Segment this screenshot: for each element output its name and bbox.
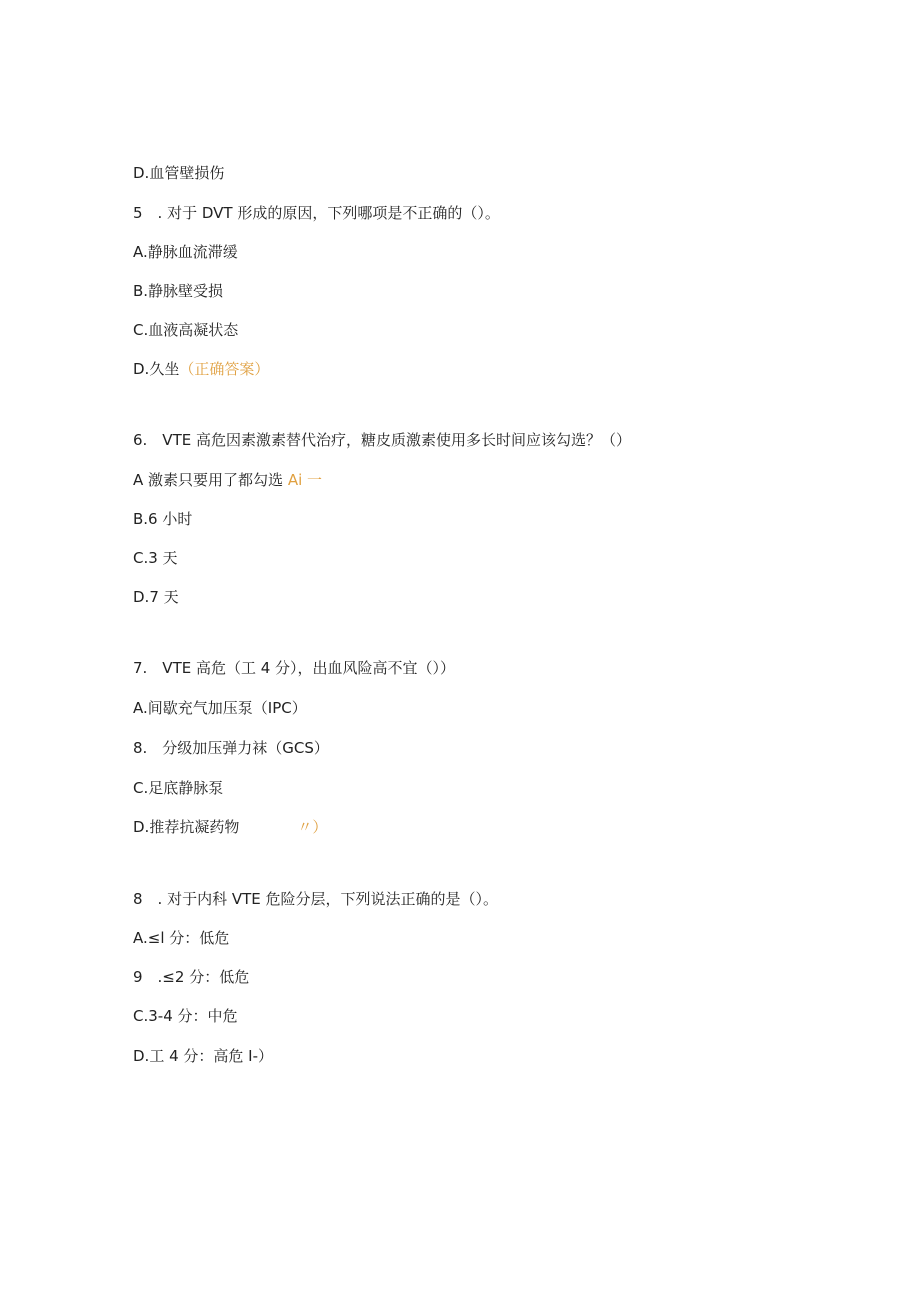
option-line: A.静脉血流滞缓 <box>133 243 238 261</box>
option-line: D.推荐抗凝药物 〃） <box>133 818 328 836</box>
option-line: B.静脉壁受损 <box>133 282 224 300</box>
answer-note: 〃） <box>297 818 328 836</box>
option-line: A 激素只要用了都勾选 Ai 一 <box>133 471 323 489</box>
option-line: 8. 分级加压弹力袜（GCS） <box>133 739 329 757</box>
option-line: D.7 天 <box>133 588 179 606</box>
option-line: D.久坐（正确答案） <box>133 360 270 378</box>
question-line: 5 . 对于 DVT 形成的原因，下列哪项是不正确的（）。 <box>133 204 500 222</box>
question-line: 7. VTE 高危（工 4 分），出血风险高不宜（）） <box>133 659 456 677</box>
option-line: 9 .≤2 分：低危 <box>133 968 250 986</box>
question-line: 8 . 对于内科 VTE 危险分层，下列说法正确的是（）。 <box>133 890 499 908</box>
option-line: C.血液高凝状态 <box>133 321 239 339</box>
question-line: 6. VTE 高危因素激素替代治疗，糖皮质激素使用多长时间应该勾选？（） <box>133 431 631 449</box>
option-line: D.工 4 分：高危 I-） <box>133 1047 274 1065</box>
option-line: B.6 小时 <box>133 510 193 528</box>
answer-note: （正确答案） <box>179 360 270 378</box>
option-line: A.≤l 分：低危 <box>133 929 230 947</box>
option-line: A.间歇充气加压泵（IPC） <box>133 699 307 717</box>
option-line: D.血管壁损伤 <box>133 164 225 182</box>
option-line: C.3 天 <box>133 549 178 567</box>
answer-note: Ai 一 <box>287 471 323 489</box>
option-line: C.足底静脉泵 <box>133 779 224 797</box>
option-line: C.3-4 分：中危 <box>133 1007 238 1025</box>
